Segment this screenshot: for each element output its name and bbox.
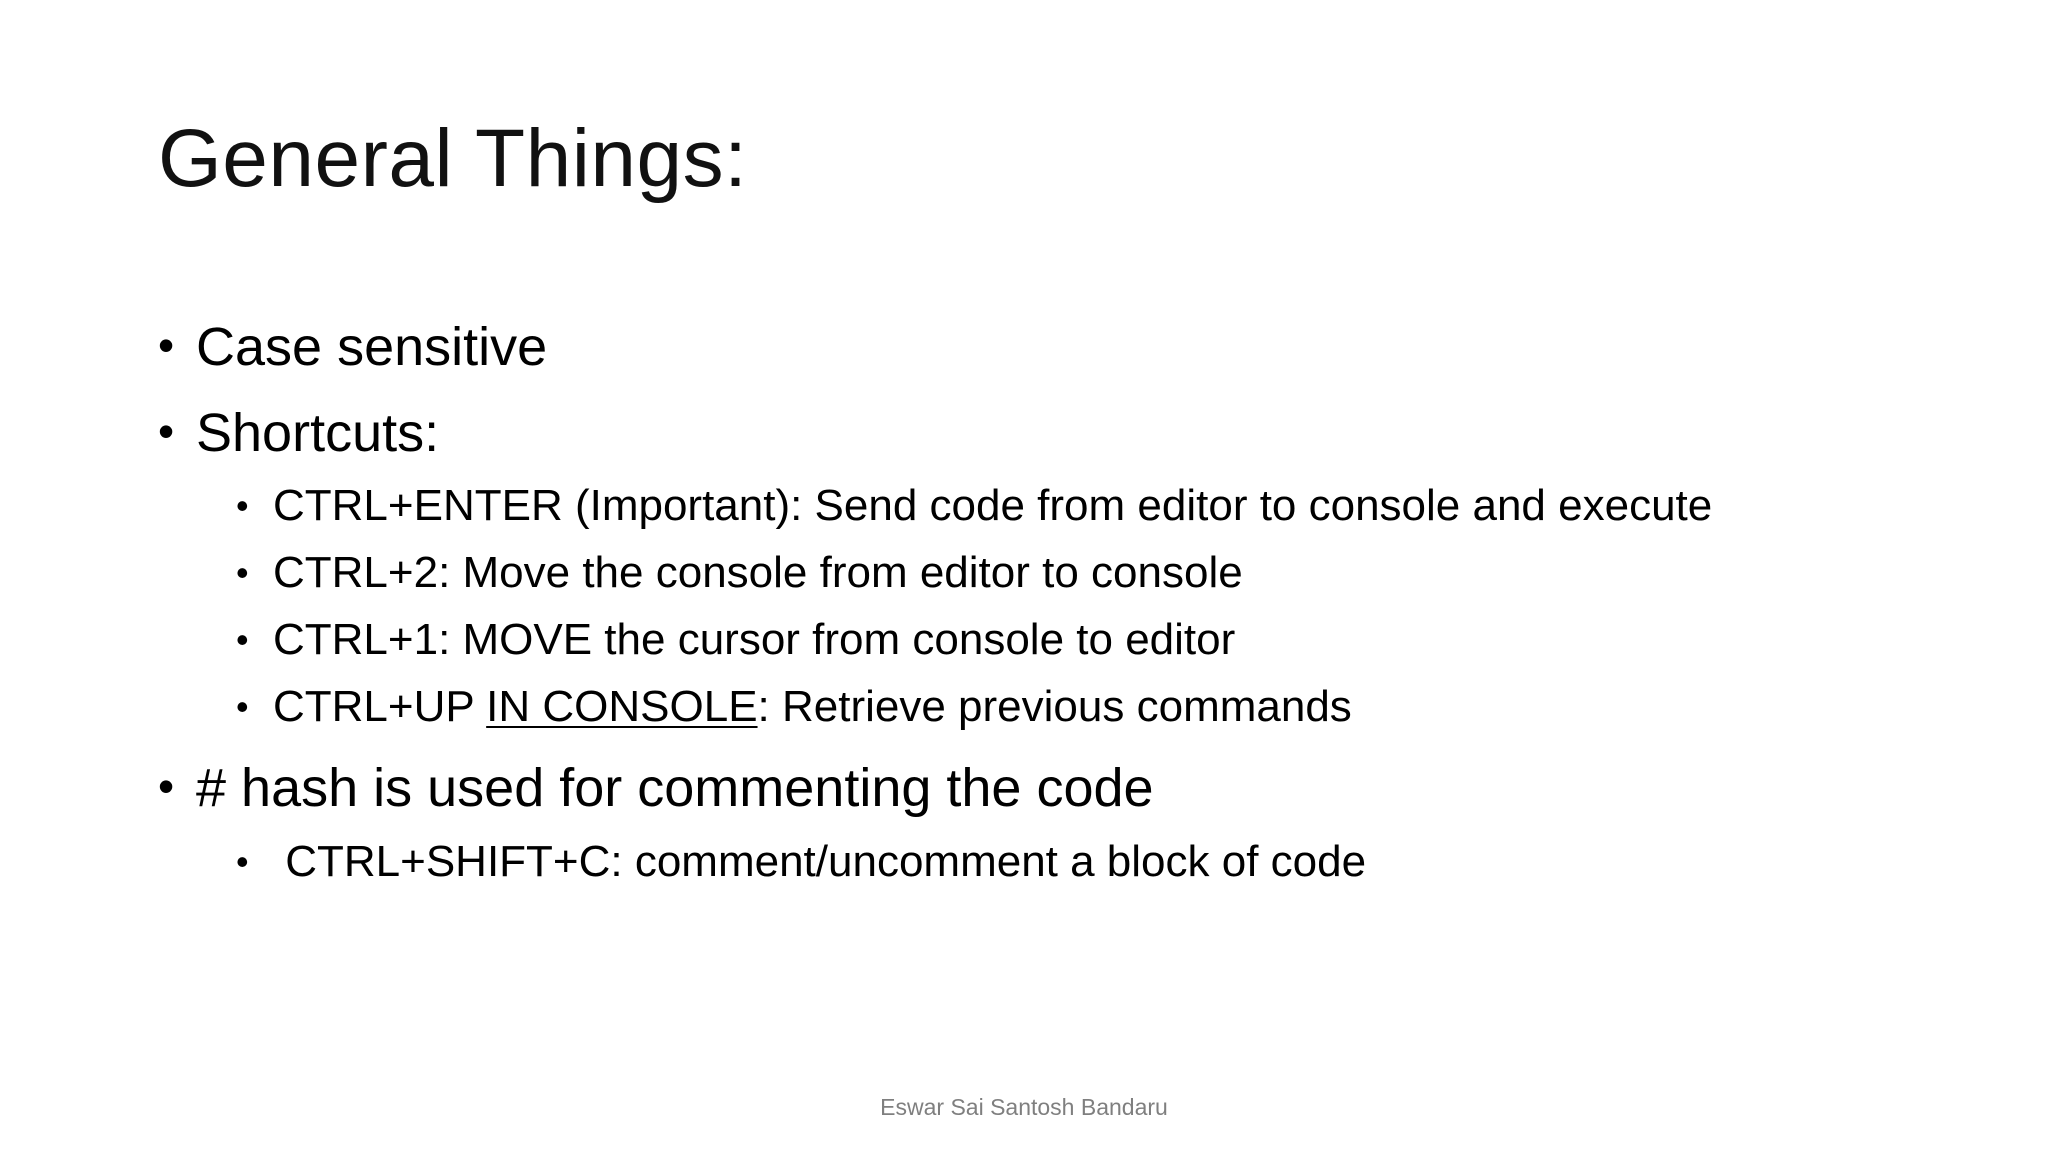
- sub-item-text: CTRL+ENTER (Important): Send code from editor to console and execute: [273, 481, 1713, 530]
- shortcut-prefix: CTRL+UP: [273, 682, 487, 731]
- bullet-text: Shortcuts:: [196, 403, 440, 463]
- sub-item-text: CTRL+1: MOVE the cursor from console to editor: [273, 615, 1236, 664]
- sub-bullet-icon: •: [236, 485, 249, 526]
- shortcut-suffix: : Retrieve previous commands: [757, 682, 1352, 731]
- bullet-text: # hash is used for commenting the code: [196, 758, 1154, 818]
- sub-bullet-icon: •: [236, 841, 249, 882]
- bullet-text: Case sensitive: [196, 317, 548, 377]
- bullet-icon: •: [158, 760, 175, 812]
- slide-footer-author: Eswar Sai Santosh Bandaru: [880, 1094, 1168, 1120]
- sub-item-text: [273, 682, 1352, 731]
- sub-bullet-icon: •: [236, 619, 249, 660]
- bullet-icon: •: [158, 405, 175, 457]
- sub-bullet-icon: •: [236, 552, 249, 593]
- underlined-in-console: IN CONSOLE: [486, 682, 758, 731]
- sub-item-text: CTRL+SHIFT+C: comment/uncomment a block of code: [273, 837, 1367, 886]
- sub-item-text: CTRL+2: Move the console from editor to console: [273, 548, 1243, 597]
- bullet-icon: •: [158, 319, 175, 371]
- sub-bullet-icon: •: [236, 686, 249, 727]
- slide-title: General Things:: [158, 113, 748, 204]
